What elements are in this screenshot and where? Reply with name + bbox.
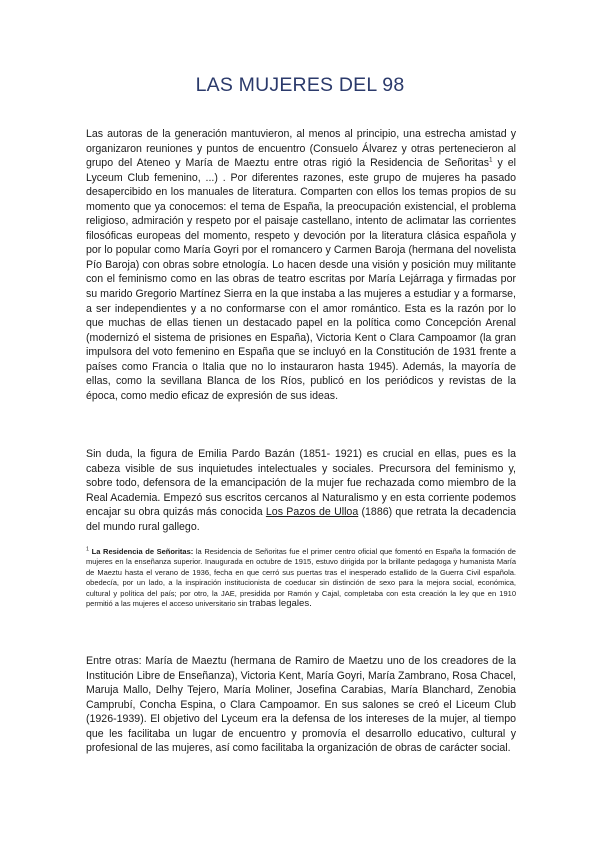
paragraph1-text-part1: Las autoras de la generación mantuvieron, al menos al principio, una estrecha amistad y organizaron reuniones y puntos de encuentro (Consuelo Álvarez y otras pertenecieron al grupo del Ateneo y María de Maeztu entre otras rigió la Residencia de Señoritas xyxy=(86,128,516,170)
footnote-tail: trabas legales. xyxy=(249,598,312,610)
paragraph2-text-after-link: (1886) que retrata la decadencia del mundo rural gallego. xyxy=(86,506,516,533)
paragraph-pardo-bazan xyxy=(86,447,516,534)
paragraph-generation-authors xyxy=(86,127,516,403)
paragraph1-text-part2: y el Lyceum Club femenino, ...) . Por diferentes razones, este grupo de mujeres ha pasado desapercibido en los manuales de literatura. Comparten con ellos los temas propios de su momento que ya conocemos: el tema de España, la preocupación existencial, el problema religioso, admiración y respeto por el paisaje castellano, intento de aclimatar las corrientes filosóficas europeas del momento, respeto y devoción por la literatura clásica española y por lo popular como María Goyri por el romancero y Carmen Baroja (hermana del novelista Pío Baroja) con obras sobre etnología. Lo hacen desde una visión y posición muy militante con el feminismo como en las obras de teatro escritas por María Lejárraga y firmadas por su marido Gregorio Martínez Sierra en la que instaba a las mujeres a estudiar y a formarse, a ser independientes y a no conformarse con el amor romántico. Esta es la razón por lo que muchas de ellas tienen un destacado papel en la política como Concepción Arenal (modernizó el sistema de prisiones en España), Victoria Kent o Clara Campoamor (la gran impulsora del voto femenino en España que se incluyó en la Constitución de 1931 frente a países como Francia o Italia que no lo instauraron hasta 1945). Además, la mayoría de ellas, como la sevillana Blanca de los Ríos, publicó en los periódicos y revistas de la época, como medio eficaz de expresión de sus ideas. xyxy=(86,157,517,402)
page-title: LAS MUJERES DEL 98 xyxy=(195,74,405,96)
footnote-reference[interactable]: 1 xyxy=(489,157,493,164)
footnote-body: la Residencia de Señoritas fue el primer centro oficial que fomentó en España la formación de mujeres en la enseñanza superior. Inaugurada en octubre de 1915, estuvo dirigida por la brillante pedagoga y humanista María de Maeztu hasta el verano de 1936, fecha en que cerró sus puertas tras el inesperado estallido de la Guerra Civil española. obedecía, por un lado, a la inspiración institucionista de coeducar sin distinción de sexo para la mejora social, económica, cultural y política del país; por otro, la JAE, presidida por Ramón y Cajal, completaba con esta creación la ley que en 1910 permitió a las mujeres el acceso universitario sin xyxy=(86,547,516,609)
paragraph2-text-before-link: Sin duda, la figura de Emilia Pardo Bazán (1851- 1921) es crucial en ellas, pues es la cabeza visible de sus inquietudes intelectuales y sociales. Precursora del feminismo y, sobre todo, defensora de la emancipación de la mujer fue rechazada como miembro de la Real Academia. Empezó sus escritos cercanos al Naturalismo y en esta corriente podemos encajar su obra quizás más conocida xyxy=(86,448,516,519)
los-pazos-de-ulloa-link[interactable]: Los Pazos de Ulloa xyxy=(265,506,359,519)
footnote xyxy=(86,547,516,609)
footnote-heading: La Residencia de Señoritas: xyxy=(91,547,194,556)
footnote-number: 1 xyxy=(86,546,90,553)
paragraph-lyceum-club: Entre otras: María de Maeztu (hermana de Ramiro de Maetzu uno de los creadores de la Institución Libre de Enseñanza), Victoria Kent, María Goyri, María Zambrano, Rosa Chacel, Maruja Mallo, Delhy Tejero, María Moliner, Josefina Carabias, María Blanchard, Zenobia Camprubí, Concha Espina, o Clara Campoamor. En sus salones se creó el Liceum Club (1926-1939). El objetivo del Lyceum era la defensa de los intereses de la mujer, al tiempo que les facilitaba un lugar de encuentro y promovía el desarrollo educativo, cultural y profesional de las mujeres, así como facilitaba la organización de obras de carácter social. xyxy=(86,655,516,755)
